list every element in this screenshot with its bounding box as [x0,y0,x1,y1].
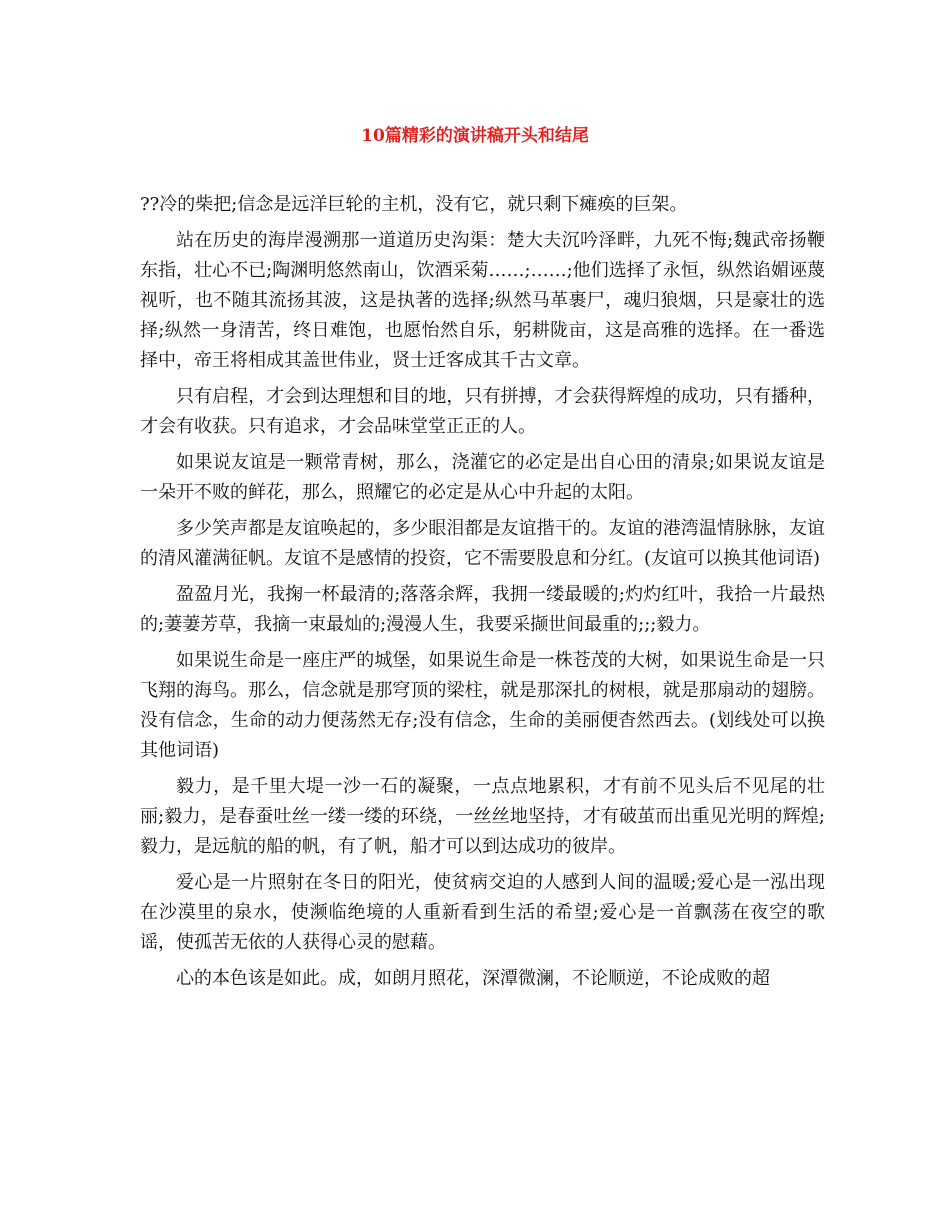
paragraph: 毅力，是千里大堤一沙一石的凝聚，一点点地累积，才有前不见头后不见尾的壮丽;毅力，是春蚕吐丝一缕一缕的环绕，一丝丝地坚持，才有破茧而出重见光明的辉煌;毅力，是远航的船的帆，有了帆，船才可以到达成功的彼岸。 [140,776,825,857]
paragraph: 心的本色该是如此。成，如朗月照花，深潭微澜，不论顺逆，不论成败的超 [176,968,770,989]
paragraph: 站在历史的海岸漫溯那一道道历史沟渠：楚大夫沉吟泽畔，九死不悔;魏武帝扬鞭东指，壮心不已;陶渊明悠然南山，饮酒采菊……;……;他们选择了永恒，纵然谄媚诬蔑视听，也不随其流扬其波，这是执著的选择;纵然马革裹尸，魂归狼烟，只是豪壮的选择;纵然一身清苦，终日难饱，也愿怡然自乐，躬耕陇亩，这是高雅的选择。在一番选择中，帝王将相成其盖世伟业，贤士迁客成其千古文章。 [140,230,825,371]
document-title: 10篇精彩的演讲稿开头和结尾 [361,126,589,146]
paragraph: 盈盈月光，我掬一杯最清的;落落余辉，我拥一缕最暖的;灼灼红叶，我拾一片最热的;萋萋芳草，我摘一束最灿的;漫漫人生，我要采撷世间最重的;;;毅力。 [140,584,825,635]
paragraph: ??冷的柴把;信念是远洋巨轮的主机，没有它，就只剩下瘫痪的巨架。 [140,194,688,215]
paragraph: 只有启程，才会到达理想和目的地，只有拼搏，才会获得辉煌的成功，只有播种，才会有收获。只有追求，才会品味堂堂正正的人。 [140,386,825,437]
paragraph: 如果说友谊是一颗常青树，那么，浇灌它的必定是出自心田的清泉;如果说友谊是一朵开不败的鲜花，那么，照耀它的必定是从心中升起的太阳。 [140,452,825,503]
paragraph: 如果说生命是一座庄严的城堡，如果说生命是一株苍茂的大树，如果说生命是一只飞翔的海鸟。那么，信念就是那穹顶的梁柱，就是那深扎的树根，就是那扇动的翅膀。没有信念，生命的动力便荡然无存;没有信念，生命的美丽便杳然西去。(划线处可以换其他词语) [140,650,825,761]
document-body [140,190,825,1000]
paragraph: 多少笑声都是友谊唤起的，多少眼泪都是友谊揩干的。友谊的港湾温情脉脉，友谊的清风灌满征帆。友谊不是感情的投资，它不需要股息和分红。(友谊可以换其他词语) [140,518,825,569]
paragraph: 爱心是一片照射在冬日的阳光，使贫病交迫的人感到人间的温暖;爱心是一泓出现在沙漠里的泉水，使濒临绝境的人重新看到生活的希望;爱心是一首飘荡在夜空的歌谣，使孤苦无依的人获得心灵的慰藉。 [140,872,825,953]
